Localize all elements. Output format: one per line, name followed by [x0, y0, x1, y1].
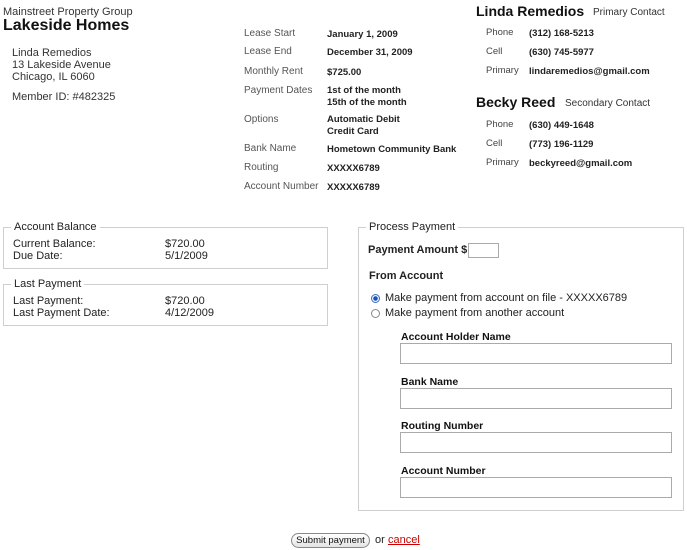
tenant-address	[12, 47, 111, 83]
last-payment-date-label: Last Payment Date:	[13, 307, 110, 319]
bank-name-input[interactable]	[400, 388, 672, 409]
payment-dates-label: Payment Dates	[244, 85, 313, 96]
secondary-phone-label: Phone	[486, 119, 514, 130]
property-title: Lakeside Homes	[3, 17, 130, 34]
option-credit-card: Credit Card	[327, 126, 379, 137]
submit-payment-button[interactable]: Submit payment	[291, 533, 370, 548]
payment-dates-value	[327, 85, 407, 109]
company-name: Mainstreet Property Group	[3, 6, 133, 18]
lease-start-value: January 1, 2009	[327, 29, 398, 40]
bank-name-field-label: Bank Name	[401, 376, 459, 388]
current-balance-label: Current Balance:	[13, 238, 96, 250]
member-id: Member ID: #482325	[12, 91, 116, 103]
due-date-value: 5/1/2009	[165, 250, 208, 262]
primary-email: lindaremedios@gmail.com	[529, 66, 650, 77]
cancel-link[interactable]: cancel	[388, 534, 420, 546]
routing-label: Routing	[244, 162, 279, 173]
primary-contact-name: Linda Remedios	[476, 3, 585, 19]
routing-value: XXXXX6789	[327, 163, 380, 174]
payment-date-1: 1st of the month	[327, 85, 401, 96]
lease-end-label: Lease End	[244, 46, 292, 57]
primary-phone: (312) 168-5213	[529, 28, 594, 39]
secondary-contact-name: Becky Reed	[476, 94, 556, 110]
options-label: Options	[244, 114, 279, 125]
routing-number-input[interactable]	[400, 432, 672, 453]
tenant-address-line1: 13 Lakeside Avenue	[12, 59, 111, 71]
current-balance-value: $720.00	[165, 238, 205, 250]
another-account-label[interactable]: Make payment from another account	[385, 307, 565, 319]
monthly-rent-value: $725.00	[327, 67, 362, 78]
payment-date-2: 15th of the month	[327, 97, 407, 108]
account-holder-name-label: Account Holder Name	[401, 331, 511, 343]
account-balance-legend: Account Balance	[11, 221, 100, 233]
secondary-email: beckyreed@gmail.com	[529, 158, 633, 169]
lease-start-label: Lease Start	[244, 28, 296, 39]
primary-cell: (630) 745-5977	[529, 47, 594, 58]
account-number-field-label: Account Number	[401, 465, 486, 477]
another-account-radio[interactable]	[371, 309, 380, 318]
account-on-file-radio[interactable]	[371, 294, 380, 303]
secondary-cell-label: Cell	[486, 138, 503, 149]
account-number-value: XXXXX6789	[327, 182, 380, 193]
from-account-label: From Account	[369, 270, 444, 282]
monthly-rent-label: Monthly Rent	[244, 66, 303, 77]
last-payment-label: Last Payment:	[13, 295, 84, 307]
or-text: or	[375, 534, 385, 546]
option-automatic-debit: Automatic Debit	[327, 114, 400, 125]
last-payment-date-value: 4/12/2009	[165, 307, 214, 319]
options-value	[327, 114, 400, 138]
secondary-cell: (773) 196-1129	[529, 139, 594, 150]
last-payment-value: $720.00	[165, 295, 205, 307]
bank-name-label: Bank Name	[244, 143, 297, 154]
primary-phone-label: Phone	[486, 27, 514, 38]
tenant-address-line2: Chicago, IL 6060	[12, 71, 95, 83]
primary-cell-label: Cell	[486, 46, 503, 57]
secondary-contact-role: Secondary Contact	[565, 98, 651, 109]
payment-amount-label: Payment Amount $	[368, 244, 468, 256]
account-number-input[interactable]	[400, 477, 672, 498]
due-date-label: Due Date:	[13, 250, 63, 262]
payment-amount-input[interactable]	[468, 243, 499, 258]
account-number-label: Account Number	[244, 181, 319, 192]
secondary-phone: (630) 449-1648	[529, 120, 594, 131]
account-holder-name-input[interactable]	[400, 343, 672, 364]
lease-end-value: December 31, 2009	[327, 47, 413, 58]
primary-contact-role: Primary Contact	[593, 7, 665, 18]
secondary-email-label: Primary	[486, 157, 519, 168]
account-on-file-label[interactable]: Make payment from account on file - XXXXX6789	[385, 292, 628, 304]
process-payment-legend: Process Payment	[366, 221, 458, 233]
bank-name-value: Hometown Community Bank	[327, 144, 457, 155]
last-payment-legend: Last Payment	[11, 278, 84, 290]
primary-email-label: Primary	[486, 65, 519, 76]
routing-number-label: Routing Number	[401, 420, 484, 432]
tenant-name: Linda Remedios	[12, 47, 92, 59]
